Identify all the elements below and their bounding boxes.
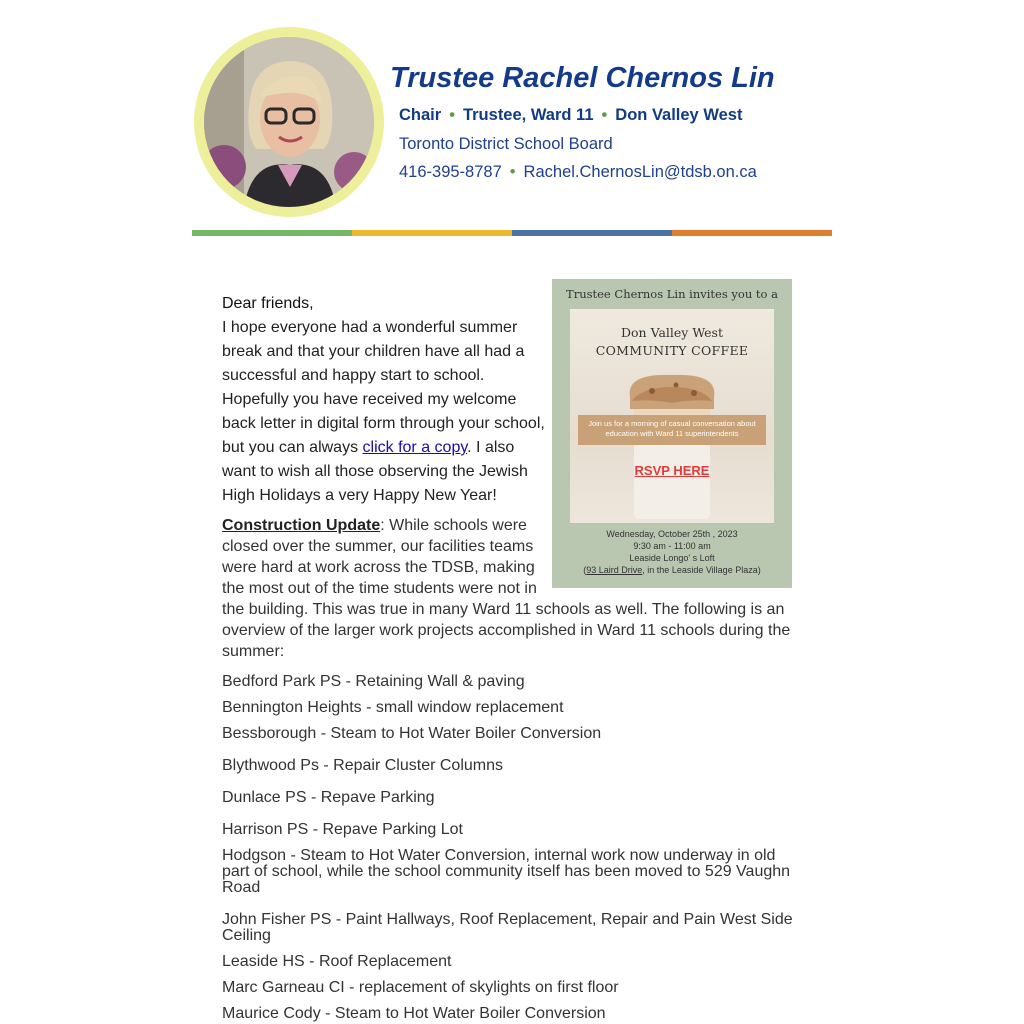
address-link[interactable]: 93 Laird Drive <box>586 565 643 575</box>
poster-event-line2: COMMUNITY COFFEE <box>595 343 749 358</box>
trustee-roles <box>399 106 742 125</box>
construction-update <box>222 515 798 662</box>
bar-orange <box>672 230 832 236</box>
school-board: Toronto District School Board <box>399 135 613 153</box>
poster-date: Wednesday, October 25th , 2023 <box>606 529 738 539</box>
letter-body <box>222 292 802 508</box>
bullet-separator: • <box>449 106 455 124</box>
poster-time: 9:30 am - 11:00 am <box>633 541 711 551</box>
list-item: Bedford Park PS - Retaining Wall & paving <box>222 673 525 690</box>
list-item: John Fisher PS - Paint Hallways, Roof Replacement, Repair and Pain West Side Ceiling <box>222 911 793 944</box>
list-item: Bennington Heights - small window replacement <box>222 699 564 716</box>
list-item: Blythwood Ps - Repair Cluster Columns <box>222 757 503 774</box>
greeting: Dear friends, <box>222 295 314 312</box>
trustee-photo <box>204 37 374 207</box>
construction-heading: Construction Update <box>222 517 381 534</box>
trustee-avatar <box>194 27 384 217</box>
bar-yellow <box>352 230 512 236</box>
bar-blue <box>512 230 672 236</box>
bullet-separator: • <box>601 106 608 124</box>
poster-ribbon-text: Join us for a morning of casual conversation about education with Ward 11 superintendents <box>578 415 766 445</box>
list-item: Marc Garneau CI - replacement of skylights on first floor <box>222 979 619 996</box>
copy-letter-link[interactable]: click for a copy <box>362 439 468 456</box>
header-color-bar <box>192 230 832 236</box>
bullet-separator: • <box>509 163 516 181</box>
list-item: Dunlace PS - Repave Parking <box>222 789 435 806</box>
bar-green <box>192 230 352 236</box>
role-trustee: Trustee, Ward 11 <box>462 106 594 124</box>
list-item: Bessborough - Steam to Hot Water Boiler Conversion <box>222 725 602 742</box>
phone-link[interactable]: 416-395-8787 <box>399 163 502 181</box>
newsletter-header <box>192 22 832 238</box>
poster-float-spacer <box>540 515 798 589</box>
trustee-name: Trustee Rachel Chernos Lin <box>390 62 775 94</box>
list-item: Leaside HS - Roof Replacement <box>222 953 452 970</box>
poster-event-line1: Don Valley West <box>621 325 723 340</box>
poster-address: (93 Laird Drive, in the Leaside Village Plaza) <box>583 565 761 575</box>
rsvp-link[interactable]: RSVP HERE <box>634 463 710 478</box>
role-chair: Chair <box>399 106 442 124</box>
role-ward: Don Valley West <box>615 106 743 124</box>
list-item: Maurice Cody - Steam to Hot Water Boiler Conversion <box>222 1005 606 1022</box>
email-link[interactable]: Rachel.ChernosLin@tdsb.on.ca <box>523 163 757 181</box>
intro-paragraph: I hope everyone had a wonderful summer break and that your children have all had a successful and happy start to school. Hopefully you have received my welcome back letter in digital form through your school, but you can always click for a copy. I also want to wish all those observing the Jewish High Holidays a very Happy New Year! <box>222 319 545 504</box>
list-item: Harrison PS - Repave Parking Lot <box>222 821 463 838</box>
construction-text: : While schools were closed over the summer, our facilities teams were hard at work across the TDSB, making the most out of the time students were not in the building. This was true in many Ward 11 schools as well. The following is an overview of the larger work projects accomplished in Ward 11 schools during the summer: <box>222 517 791 660</box>
poster-invite-text: Trustee Chernos Lin invites you to a <box>566 287 778 301</box>
list-item: Hodgson - Steam to Hot Water Conversion, internal work now underway in old part of school, while the school community itself has been moved to 529 Vaughn Road <box>222 847 791 896</box>
contact-line <box>399 163 757 182</box>
poster-venue: Leaside Longo' s Loft <box>629 553 715 563</box>
